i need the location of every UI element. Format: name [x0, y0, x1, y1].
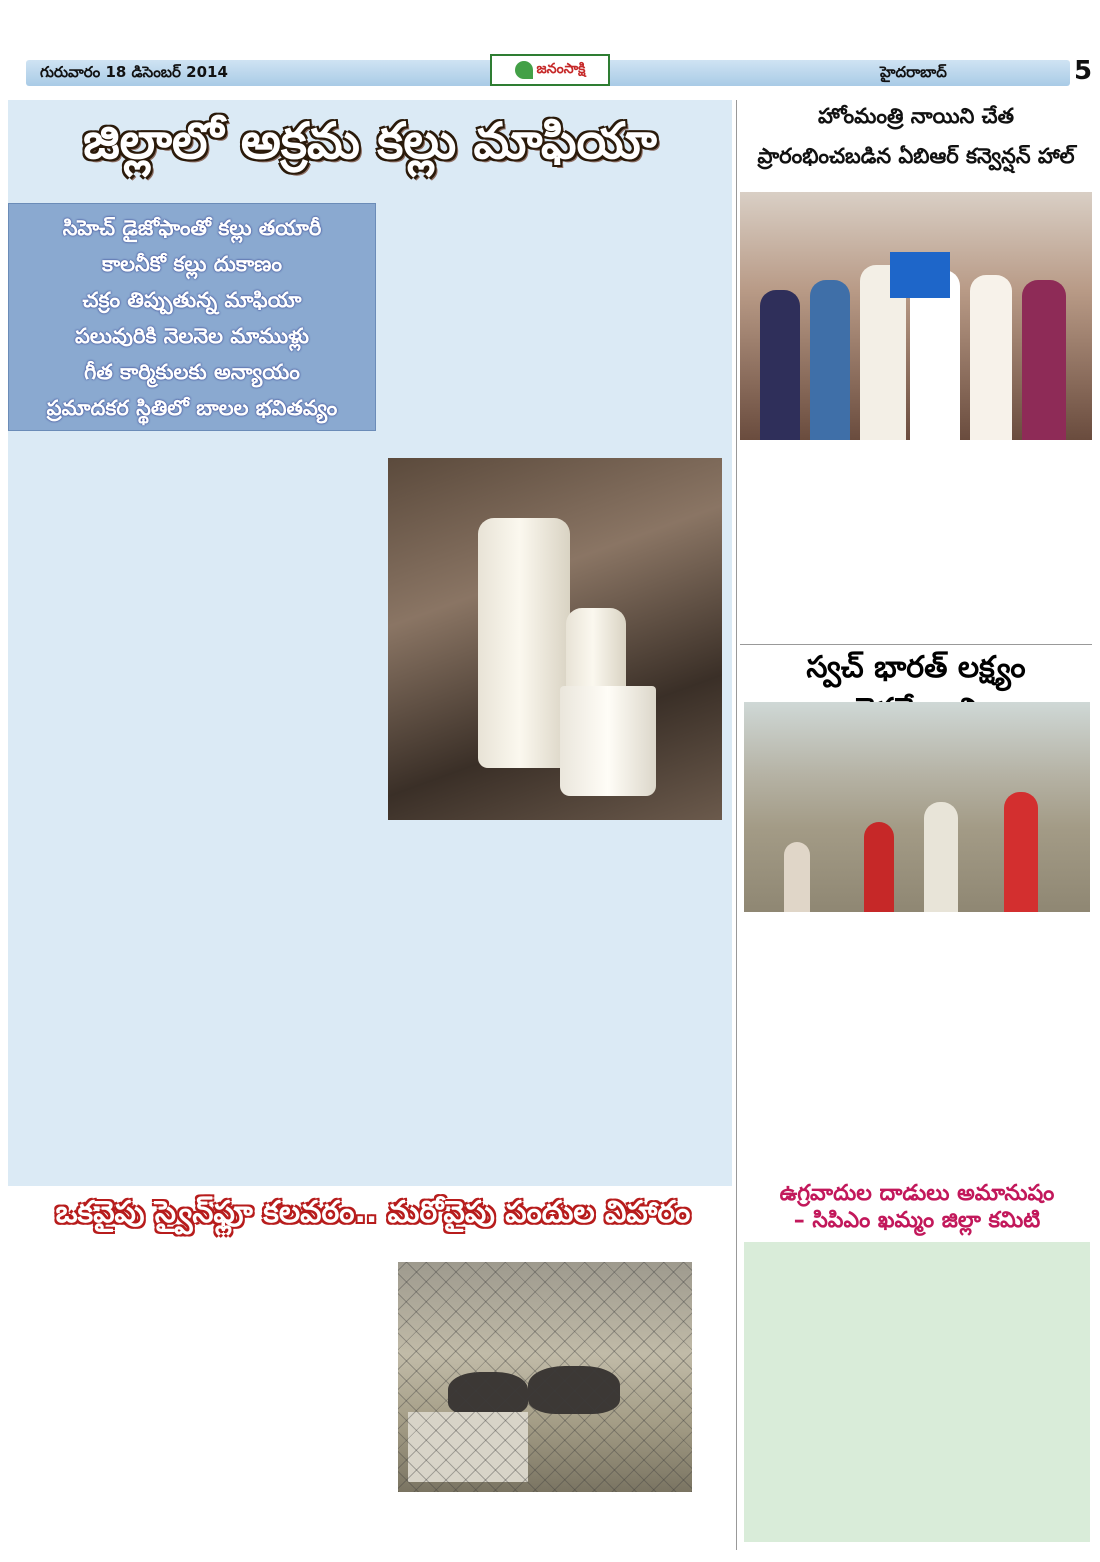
deck-line: సిహెచ్ డైజోఫాంతో కల్లు తయారీ: [62, 216, 322, 240]
lead-headline: జిల్లాలో అక్రమ కల్లు మాఫియా: [83, 112, 657, 170]
person-figure: [784, 842, 810, 912]
person-figure: [1004, 792, 1038, 912]
pigs-photo: [398, 1262, 692, 1492]
lead-body-column-2: [388, 208, 726, 458]
wire-fence-overlay: [398, 1262, 692, 1492]
issue-date: గురువారం 18 డిసెంబర్ 2014: [40, 63, 228, 81]
deck-line: ప్రమాదకర స్థితిలో బాలల భవితవ్యం: [46, 396, 338, 420]
logo-text: జనంసాక్షి: [536, 60, 586, 77]
lead-body-column-2-continued: [388, 828, 726, 1180]
person-figure: [760, 290, 800, 440]
toddy-bottles-photo: [388, 458, 722, 820]
glass-shape: [560, 686, 656, 796]
swachh-article-body: [744, 915, 1090, 1175]
hall-headline-line-1: హోంమంత్రి నాయిని చేత: [818, 104, 1014, 128]
person-figure: [810, 280, 850, 440]
hall-headline-line-2: ప్రారంభించబడిన ఏబిఆర్ కన్వెన్షన్ హాల్: [757, 144, 1075, 168]
swine-headline: ఒకవైపు స్వైన్‌ఫ్లూ కలవరం.. మరోవైపు పందుల విహారం: [55, 1195, 691, 1230]
person-figure: [970, 275, 1012, 440]
swachh-headline: స్వచ్ భారత్ లక్ష్యం: [806, 650, 1026, 685]
lead-body-column-1-continued: [14, 904, 376, 1179]
hall-article-body: [744, 444, 1090, 640]
ugra-headline-line-1: ఉగ్రవాదుల దాడులు అమానుషం: [779, 1181, 1055, 1206]
deck-line: గీత కార్మికులకు అన్యాయం: [84, 360, 300, 384]
person-figure: [864, 822, 894, 912]
swine-article-body: [10, 1262, 388, 1494]
bottle-shape: [478, 518, 570, 768]
swachh-bharat-photo: [744, 702, 1090, 912]
masthead: [0, 0, 1100, 100]
edition-city: హైదరాబాద్: [880, 63, 947, 81]
lead-deck: [8, 203, 376, 431]
leaf-icon: [515, 61, 533, 79]
newspaper-logo: [490, 54, 610, 86]
deck-line: చక్రం తిప్పుతున్న మాఫియా: [82, 288, 302, 312]
person-figure: [1022, 280, 1066, 440]
page-number: 5: [1074, 56, 1093, 86]
section-divider: [740, 644, 1092, 645]
deck-line: పలువురికి నెలనెల మాముళ్లు: [74, 324, 310, 348]
lead-body-column-1: [14, 435, 376, 900]
person-figure: [924, 802, 958, 912]
deck-line: కాలనీకో కల్లు దుకాణం: [101, 252, 283, 276]
gift-box-shape: [890, 252, 950, 298]
ugra-headline-line-2: – సిపిఎం ఖమ్మం జిల్లా కమిటి: [793, 1208, 1041, 1233]
column-divider: [736, 100, 737, 1550]
ugra-article-body: [750, 1246, 1086, 1538]
hall-inauguration-photo: [740, 192, 1092, 440]
